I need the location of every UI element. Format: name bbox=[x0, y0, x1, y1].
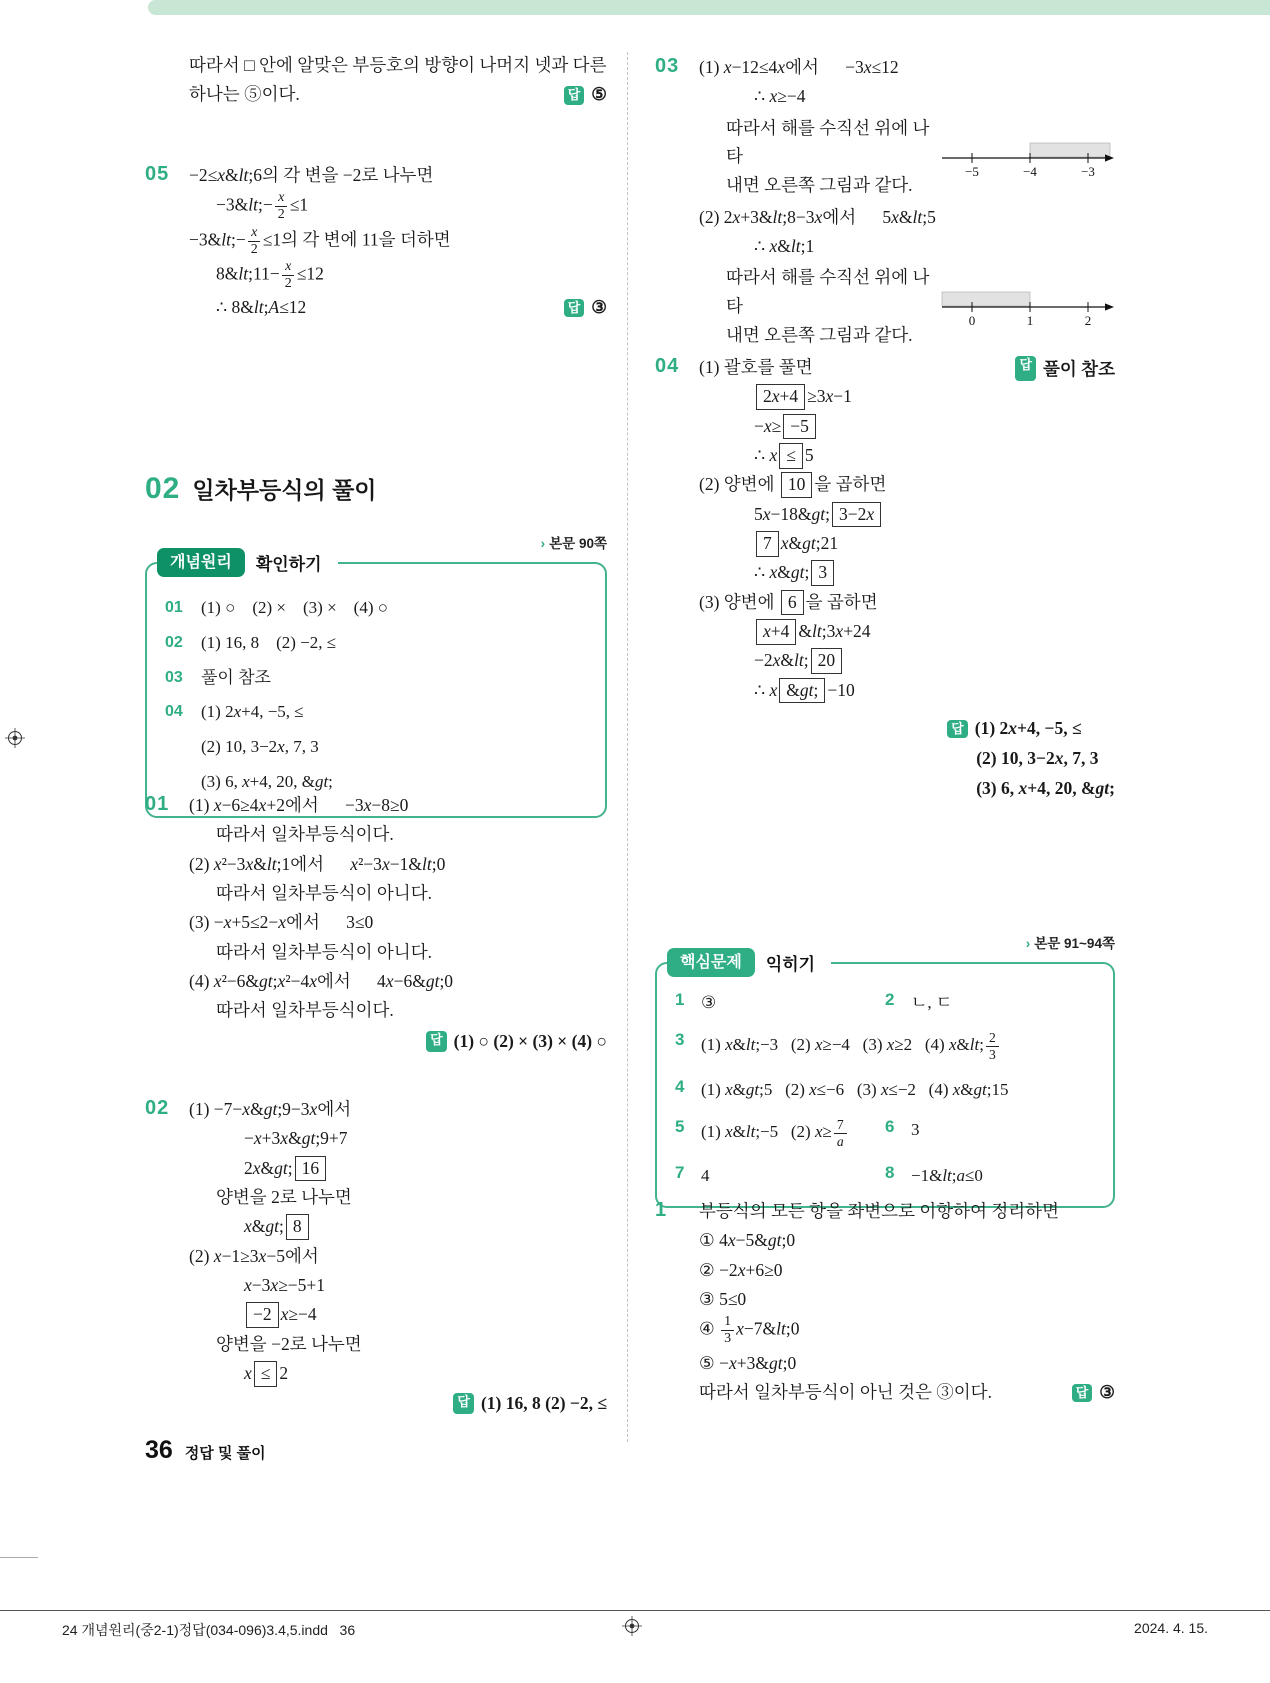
math-line: (2) 양변에 10 을 곱하면 bbox=[699, 470, 1115, 498]
math-line: ⑤ −x+3&gt;0 bbox=[699, 1352, 797, 1373]
math-line: ③ 5≤0 bbox=[699, 1289, 747, 1310]
registration-mark-icon bbox=[5, 728, 25, 748]
column-divider bbox=[627, 52, 628, 1442]
answer-value: (1) ○ (2) × (3) × (4) ○ bbox=[453, 1030, 607, 1051]
problem-number: 05 bbox=[145, 163, 170, 185]
answer-badge: 답 bbox=[947, 720, 968, 738]
item-number: 1 bbox=[675, 990, 685, 1009]
math-line: ② −2x+6≥0 bbox=[699, 1259, 783, 1280]
item-number: 01 bbox=[165, 599, 183, 616]
math-line: −2x&lt; 20 bbox=[699, 646, 1115, 674]
answer-item bbox=[885, 1163, 1095, 1189]
concept-check-box bbox=[145, 554, 607, 818]
problem-01 bbox=[145, 790, 607, 1052]
answer-badge: 답 bbox=[564, 299, 585, 317]
math-line: 7 x&gt;21 bbox=[699, 529, 1115, 557]
text-line: 따라서 해를 수직선 위에 나타 bbox=[726, 267, 930, 316]
carryover-solution bbox=[145, 50, 607, 110]
registration-mark-icon bbox=[622, 1616, 642, 1636]
math-line: x+4 &lt;3x+24 bbox=[699, 617, 1115, 645]
page-reference: › 본문 90쪽 bbox=[145, 532, 607, 552]
math-line: ④ $\frac{1}{3}$ x−7&lt;0 bbox=[699, 1314, 800, 1347]
item-value: (1) 2x+4, −5, ≤ bbox=[201, 702, 304, 722]
tick-label: 2 bbox=[1084, 313, 1092, 329]
item-value: ㄴ, ㄷ bbox=[911, 993, 953, 1012]
concept-subtitle: 확인하기 bbox=[255, 555, 322, 575]
item-number: 03 bbox=[165, 668, 183, 686]
answer-value: ⑤ bbox=[591, 84, 607, 105]
math-line: (2) x²−3x&lt;1에서 x²−3x−1&lt;0 bbox=[189, 853, 446, 874]
math-line: (3) −x+5≤2−x에서 3≤0 bbox=[189, 912, 374, 933]
answer-row bbox=[165, 663, 587, 693]
answer-item bbox=[675, 1163, 885, 1189]
math-line: ∴ x &gt; −10 bbox=[699, 676, 1115, 704]
answer-value: (2) 10, 3−2x, 7, 3 bbox=[976, 747, 1099, 768]
math-line: ∴ 8&lt;A≤12 bbox=[216, 296, 307, 317]
text-line: 따라서 해를 수직선 위에 나타 bbox=[726, 117, 930, 167]
item-value: 3 bbox=[911, 1119, 920, 1139]
math-line: −3&lt;− $\frac{x}{2}$ ≤1 bbox=[216, 190, 309, 223]
answer-value: 풀이 참조 bbox=[1043, 359, 1115, 380]
math-line: −3&lt;− $\frac{x}{2}$ ≤1의 각 변에 11을 더하면 bbox=[189, 224, 451, 257]
math-line: (2) 2x+3&lt;8−3x에서 5x&lt;5 bbox=[699, 206, 936, 227]
item-value: (1) x&gt;5 (2) x≤−6 (3) x≤−2 (4) x&gt;15 bbox=[701, 1079, 1009, 1099]
tick-label: −5 bbox=[965, 163, 979, 179]
math-line: (1) −7−x&gt;9−3x에서 bbox=[189, 1099, 352, 1119]
answer-value: (1) 16, 8 (2) −2, ≤ bbox=[480, 1393, 607, 1414]
section-heading bbox=[145, 472, 607, 506]
text-line: 따라서 일차부등식이 아니다. bbox=[216, 883, 432, 904]
answer-row bbox=[165, 593, 587, 623]
text-line: 부등식의 모든 항을 좌변으로 이항하여 정리하면 bbox=[699, 1201, 1059, 1221]
problem-number-spacer bbox=[145, 50, 179, 110]
item-number: 02 bbox=[165, 633, 183, 651]
answer-value: (1) 2x+4, −5, ≤ bbox=[974, 718, 1082, 739]
core-subtitle: 익히기 bbox=[765, 955, 816, 975]
math-line: ∴ x≥−4 bbox=[754, 86, 806, 107]
math-line: x ≤ 2 bbox=[189, 1359, 607, 1387]
problem-number: 03 bbox=[655, 55, 680, 77]
math-line: −x+3x&gt;9+7 bbox=[244, 1128, 348, 1149]
math-line: −2≤x&lt;6의 각 변을 −2로 나누면 bbox=[189, 165, 434, 185]
answer-item bbox=[675, 1077, 1095, 1103]
math-line: x−3x≥−5+1 bbox=[244, 1275, 326, 1296]
problem-05 bbox=[145, 160, 607, 322]
page-number: 36 bbox=[145, 1436, 173, 1464]
answer bbox=[189, 1393, 607, 1414]
answer-item bbox=[675, 1030, 1095, 1062]
text-line: 내면 오른쪽 그림과 같다. bbox=[726, 175, 913, 196]
math-line: (3) 양변에 6 을 곱하면 bbox=[699, 588, 1115, 616]
tick-label: −4 bbox=[1023, 163, 1037, 179]
answer-row bbox=[165, 732, 587, 762]
tick-label: 1 bbox=[1026, 313, 1034, 329]
concept-check-section bbox=[145, 532, 607, 818]
item-value: −1&lt;a≤0 bbox=[911, 1166, 983, 1186]
answer bbox=[189, 1031, 607, 1052]
print-file-info: 24 개념원리(중2-1)정답(034-096)3.4,5.indd 36 bbox=[62, 1622, 356, 1638]
item-value: (1) 16, 8 (2) −2, ≤ bbox=[201, 632, 337, 652]
math-line: −x≥ −5 bbox=[699, 412, 1115, 440]
math-line: (2) x−1≥3x−5에서 bbox=[189, 1245, 319, 1266]
answer-badge: 답 bbox=[564, 86, 585, 104]
answer-badge: 답 bbox=[1072, 1384, 1093, 1402]
math-line: (1) 괄호를 풀면 bbox=[699, 357, 813, 377]
answer-row bbox=[165, 628, 587, 658]
answer bbox=[699, 714, 1115, 803]
text-line: 따라서 일차부등식이 아닌 것은 ③이다. bbox=[699, 1381, 992, 1402]
core-pill: 핵심문제 bbox=[667, 948, 755, 977]
page-footer bbox=[145, 1436, 266, 1465]
left-column bbox=[145, 0, 607, 1683]
answer-item bbox=[885, 990, 1095, 1016]
answer bbox=[1072, 1378, 1115, 1406]
item-number: 5 bbox=[675, 1116, 685, 1136]
core-problem-1-solution bbox=[655, 1196, 1115, 1407]
math-line: ∴ x&gt; 3 bbox=[699, 558, 1115, 586]
answer-value: (3) 6, x+4, 20, &gt; bbox=[976, 777, 1115, 798]
core-problems-section bbox=[655, 932, 1115, 1208]
problem-number: 04 bbox=[655, 355, 680, 377]
math-line: (1) x−6≥4x+2에서 −3x−8≥0 bbox=[189, 795, 409, 815]
item-value: 4 bbox=[701, 1166, 710, 1186]
item-number: 4 bbox=[675, 1076, 685, 1096]
math-line: (4) x²−6&gt;x²−4x에서 4x−6&gt;0 bbox=[189, 971, 454, 992]
answer-badge: 답 bbox=[426, 1031, 447, 1052]
section-number: 02 bbox=[145, 472, 181, 505]
page-footer-label: 정답 및 풀이 bbox=[184, 1445, 266, 1462]
problem-number: 01 bbox=[145, 793, 170, 815]
math-line: x&gt; 8 bbox=[189, 1212, 607, 1240]
item-value: 풀이 참조 bbox=[201, 667, 271, 687]
problem-02 bbox=[145, 1094, 607, 1414]
answer bbox=[564, 80, 607, 108]
item-value: (3) 6, x+4, 20, &gt; bbox=[201, 771, 333, 791]
right-column bbox=[655, 0, 1115, 1683]
math-line: 2x&gt; 16 bbox=[189, 1154, 607, 1182]
item-value: (1) x&lt;−3 (2) x≥−4 (3) x≥2 (4) x&lt; $\frac{2}{3}$ bbox=[701, 1030, 1001, 1062]
text-line: 따라서 일차부등식이다. bbox=[216, 824, 394, 845]
item-number: 6 bbox=[885, 1116, 895, 1136]
math-line: −2 x≥−4 bbox=[189, 1300, 607, 1328]
crop-mark bbox=[0, 1557, 38, 1558]
solution-text: 따라서 □ 안에 알맞은 부등호의 방향이 나머지 넷과 다른 bbox=[189, 55, 607, 75]
core-box-header bbox=[667, 948, 831, 977]
text-line: 양변을 −2로 나누면 bbox=[216, 1333, 362, 1354]
number-line-diagram bbox=[940, 134, 1115, 180]
math-line: ∴ x ≤ 5 bbox=[699, 441, 1115, 469]
answer-value: ③ bbox=[591, 296, 607, 317]
answer-item bbox=[675, 990, 885, 1016]
problem-04 bbox=[655, 352, 1115, 803]
text-line: 따라서 일차부등식이다. bbox=[216, 1000, 394, 1021]
math-line: ① 4x−5&gt;0 bbox=[699, 1230, 796, 1251]
number-line-diagram bbox=[940, 283, 1115, 329]
item-value: (2) 10, 3−2x, 7, 3 bbox=[201, 737, 319, 756]
answer-row bbox=[165, 697, 587, 727]
answer-item bbox=[885, 1117, 1095, 1149]
print-footer-rule bbox=[0, 1610, 1270, 1611]
answer-item bbox=[675, 1117, 885, 1149]
problem-03 bbox=[655, 52, 1115, 381]
item-value: (1) ○ (2) × (3) × (4) ○ bbox=[201, 598, 388, 617]
item-number: 8 bbox=[885, 1163, 895, 1183]
math-line: 5x−18&gt; 3−2x bbox=[699, 500, 1115, 528]
tick-label: 0 bbox=[968, 313, 976, 329]
math-line: ∴ x&lt;1 bbox=[754, 236, 815, 257]
problem-number: 02 bbox=[145, 1097, 170, 1119]
text-line: 따라서 일차부등식이 아니다. bbox=[216, 941, 432, 962]
problem-number: 1 bbox=[655, 1199, 668, 1221]
concept-box-header bbox=[157, 548, 338, 577]
answer-badge: 답 bbox=[1015, 356, 1036, 381]
text-line: 내면 오른쪽 그림과 같다. bbox=[726, 325, 913, 346]
section-title: 일차부등식의 풀이 bbox=[192, 477, 377, 503]
item-number: 7 bbox=[675, 1163, 685, 1183]
item-value: ③ bbox=[701, 993, 717, 1012]
solution-text: 하나는 ⑤이다. bbox=[189, 84, 300, 105]
item-number: 3 bbox=[675, 1030, 685, 1050]
item-number: 04 bbox=[165, 703, 183, 721]
tick-label: −3 bbox=[1081, 163, 1095, 179]
item-value: (1) x&lt;−5 (2) x≥ $\frac{7}{a}$ bbox=[701, 1117, 849, 1149]
print-date: 2024. 4. 15. bbox=[1134, 1620, 1208, 1636]
item-number: 2 bbox=[885, 990, 895, 1009]
concept-pill: 개념원리 bbox=[157, 548, 245, 577]
math-line: 8&lt;11− $\frac{x}{2}$ ≤12 bbox=[216, 258, 324, 291]
answer-value: ③ bbox=[1099, 1381, 1115, 1402]
text-line: 양변을 2로 나누면 bbox=[216, 1187, 352, 1208]
page-reference: › 본문 91~94쪽 bbox=[655, 932, 1115, 952]
answer bbox=[564, 293, 607, 321]
math-line: (1) x−12≤4x에서 −3x≤12 bbox=[699, 57, 899, 77]
math-line: 2x+4 ≥3x−1 bbox=[699, 382, 1115, 410]
answer-badge: 답 bbox=[453, 1393, 474, 1414]
core-problems-box bbox=[655, 954, 1115, 1208]
